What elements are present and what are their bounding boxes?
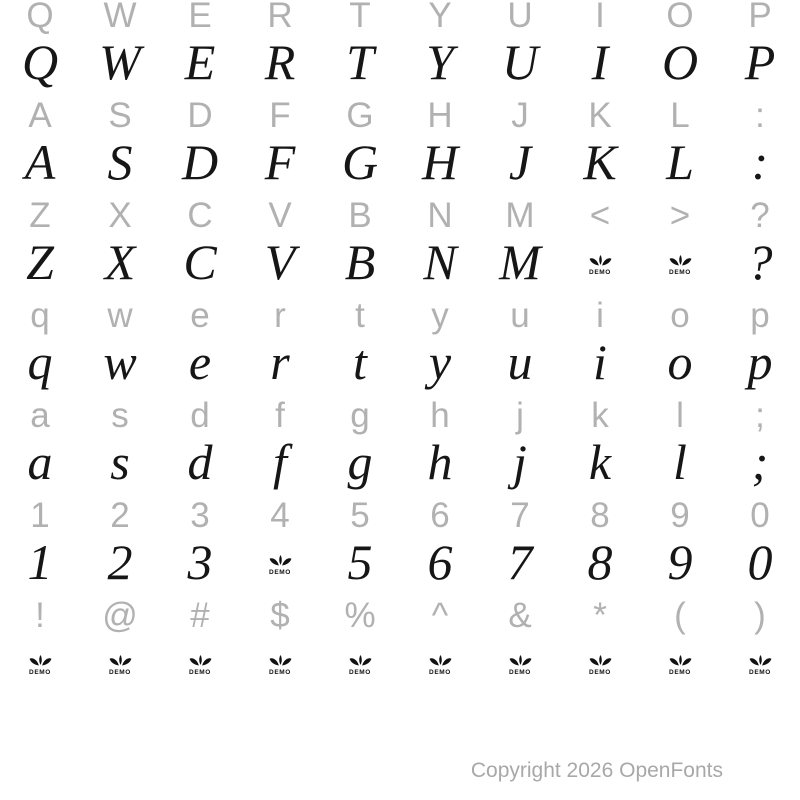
gray-glyph: J [511, 96, 529, 135]
gray-glyph: W [103, 0, 137, 35]
demo-label: DEMO [189, 669, 211, 676]
gray-glyph: B [348, 196, 372, 235]
gray-line [0, 598, 800, 634]
row-group [0, 396, 800, 500]
black-line [0, 636, 800, 688]
gray-glyph: X [108, 196, 132, 235]
gray-glyph: l [676, 396, 684, 435]
gray-glyph: t [355, 296, 365, 335]
glyph-cell [640, 236, 720, 288]
demo-glyph [669, 655, 692, 676]
black-glyph: y [428, 334, 452, 390]
gray-glyph: ) [754, 596, 766, 635]
gray-glyph: h [430, 396, 450, 435]
demo-label: DEMO [669, 269, 691, 276]
glyph-cell [240, 536, 320, 588]
black-line [0, 436, 800, 488]
black-glyph: 3 [187, 534, 213, 590]
gray-glyph: I [595, 0, 605, 35]
gray-line [0, 498, 800, 534]
row-group [0, 596, 800, 700]
black-glyph: ; [751, 434, 769, 490]
black-glyph: q [27, 334, 53, 390]
black-glyph: 0 [747, 534, 773, 590]
demo-label: DEMO [669, 669, 691, 676]
black-glyph: h [427, 434, 453, 490]
demo-glyph [429, 655, 452, 676]
black-glyph: G [341, 134, 379, 190]
demo-splash-icon [509, 655, 532, 668]
gray-glyph: j [516, 396, 524, 435]
row-group [0, 296, 800, 400]
black-glyph: d [187, 434, 213, 490]
gray-glyph: T [349, 0, 371, 35]
gray-glyph: V [268, 196, 292, 235]
gray-glyph: A [28, 96, 52, 135]
black-glyph: D [181, 134, 219, 190]
gray-line [0, 298, 800, 334]
gray-glyph: 1 [30, 496, 50, 535]
gray-glyph: M [505, 196, 535, 235]
gray-glyph: Z [29, 196, 51, 235]
row-group [0, 0, 800, 100]
gray-glyph: L [670, 96, 690, 135]
demo-label: DEMO [589, 669, 611, 676]
gray-glyph: f [275, 396, 285, 435]
gray-glyph: N [427, 196, 453, 235]
glyph-cell [720, 636, 800, 688]
gray-glyph: g [350, 396, 370, 435]
black-glyph: 7 [507, 534, 533, 590]
demo-label: DEMO [509, 669, 531, 676]
demo-glyph [669, 255, 692, 276]
glyph-cell [640, 636, 720, 688]
black-glyph: j [513, 434, 527, 490]
gray-glyph: ; [755, 396, 765, 435]
row-group [0, 496, 800, 600]
glyph-cell [0, 636, 80, 688]
demo-glyph [509, 655, 532, 676]
black-glyph: 5 [347, 534, 373, 590]
black-glyph: 9 [667, 534, 693, 590]
gray-glyph: ! [35, 596, 45, 635]
black-glyph: X [104, 234, 136, 290]
gray-glyph: a [30, 396, 50, 435]
black-glyph: 8 [587, 534, 613, 590]
gray-glyph: R [267, 0, 293, 35]
demo-glyph [189, 655, 212, 676]
gray-glyph: E [188, 0, 212, 35]
demo-label: DEMO [349, 669, 371, 676]
black-glyph: J [508, 134, 532, 190]
gray-glyph: w [107, 296, 133, 335]
demo-glyph [109, 655, 132, 676]
glyph-cell [560, 636, 640, 688]
gray-glyph: p [750, 296, 770, 335]
gray-glyph: 4 [270, 496, 290, 535]
demo-label: DEMO [749, 669, 771, 676]
gray-glyph: ? [750, 196, 770, 235]
gray-glyph: U [507, 0, 533, 35]
gray-glyph: $ [270, 596, 290, 635]
black-glyph: r [270, 334, 290, 390]
gray-glyph: q [30, 296, 50, 335]
gray-glyph: % [344, 596, 376, 635]
gray-line [0, 398, 800, 434]
black-glyph: 6 [427, 534, 453, 590]
black-glyph: I [591, 34, 609, 90]
demo-splash-icon [269, 555, 292, 568]
black-glyph: M [499, 234, 541, 290]
gray-line [0, 0, 800, 34]
demo-label: DEMO [429, 669, 451, 676]
gray-glyph: > [669, 196, 691, 235]
gray-glyph: e [190, 296, 210, 335]
demo-glyph [589, 655, 612, 676]
gray-glyph: H [427, 96, 453, 135]
row-group [0, 96, 800, 200]
black-glyph: o [667, 334, 693, 390]
black-glyph: L [666, 134, 694, 190]
gray-glyph: d [190, 396, 210, 435]
gray-glyph: s [111, 396, 129, 435]
black-glyph: e [188, 334, 212, 390]
black-glyph: E [184, 34, 216, 90]
black-glyph: C [183, 234, 217, 290]
black-glyph: 2 [107, 534, 133, 590]
gray-glyph: # [190, 596, 210, 635]
gray-glyph: ( [674, 596, 686, 635]
demo-glyph [589, 255, 612, 276]
gray-line [0, 198, 800, 234]
copyright-text: Copyright 2026 OpenFonts [470, 759, 723, 782]
demo-splash-icon [349, 655, 372, 668]
demo-label: DEMO [269, 669, 291, 676]
gray-glyph: @ [102, 596, 138, 635]
black-glyph: R [264, 34, 296, 90]
black-glyph: N [423, 234, 457, 290]
gray-glyph: C [187, 196, 213, 235]
glyph-cell [80, 636, 160, 688]
gray-glyph: y [431, 296, 449, 335]
demo-splash-icon [429, 655, 452, 668]
demo-splash-icon [669, 255, 692, 268]
demo-label: DEMO [109, 669, 131, 676]
black-glyph: k [588, 434, 612, 490]
gray-glyph: i [596, 296, 604, 335]
demo-splash-icon [589, 655, 612, 668]
gray-glyph: 8 [590, 496, 610, 535]
black-glyph: F [264, 134, 296, 190]
gray-glyph: 6 [430, 496, 450, 535]
black-glyph: Q [21, 34, 59, 90]
black-glyph: H [421, 134, 459, 190]
black-glyph: g [347, 434, 373, 490]
demo-splash-icon [189, 655, 212, 668]
black-line [0, 136, 800, 188]
black-glyph: Y [426, 34, 454, 90]
demo-splash-icon [29, 655, 52, 668]
glyph-cell [480, 636, 560, 688]
gray-glyph: D [187, 96, 213, 135]
gray-glyph: 5 [350, 496, 370, 535]
black-line [0, 336, 800, 388]
demo-splash-icon [669, 655, 692, 668]
gray-glyph: K [588, 96, 612, 135]
gray-glyph: 2 [110, 496, 130, 535]
row-group [0, 196, 800, 300]
demo-glyph [349, 655, 372, 676]
gray-glyph: u [510, 296, 530, 335]
black-glyph: ? [747, 234, 773, 290]
black-glyph: A [24, 134, 56, 190]
black-line [0, 236, 800, 288]
gray-glyph: 7 [510, 496, 530, 535]
black-glyph: K [583, 134, 617, 190]
gray-glyph: o [670, 296, 690, 335]
black-glyph: V [264, 234, 296, 290]
black-glyph: P [744, 34, 776, 90]
black-glyph: : [751, 134, 769, 190]
demo-label: DEMO [589, 269, 611, 276]
gray-glyph: G [346, 96, 374, 135]
black-glyph: B [344, 234, 376, 290]
gray-glyph: F [269, 96, 291, 135]
gray-glyph: 0 [750, 496, 770, 535]
black-glyph: 1 [27, 534, 53, 590]
gray-glyph: k [591, 396, 609, 435]
black-glyph: f [273, 434, 287, 490]
glyph-cell [400, 636, 480, 688]
demo-glyph [269, 555, 292, 576]
black-glyph: i [593, 334, 607, 390]
gray-glyph: ^ [431, 596, 449, 635]
demo-glyph [29, 655, 52, 676]
black-glyph: a [27, 434, 53, 490]
gray-glyph: O [666, 0, 694, 35]
gray-glyph: 3 [190, 496, 210, 535]
glyph-cell [320, 636, 400, 688]
black-glyph: u [507, 334, 533, 390]
demo-glyph [269, 655, 292, 676]
black-glyph: U [501, 34, 539, 90]
black-glyph: O [661, 34, 699, 90]
gray-glyph: < [589, 196, 611, 235]
glyph-cell [240, 636, 320, 688]
glyph-cell [160, 636, 240, 688]
gray-glyph: S [108, 96, 132, 135]
demo-splash-icon [269, 655, 292, 668]
black-glyph: W [99, 34, 141, 90]
gray-glyph: r [274, 296, 286, 335]
gray-glyph: & [508, 596, 532, 635]
black-line [0, 536, 800, 588]
demo-label: DEMO [269, 569, 291, 576]
black-line [0, 36, 800, 88]
gray-glyph: : [755, 96, 765, 135]
black-glyph: w [103, 334, 137, 390]
demo-splash-icon [749, 655, 772, 668]
demo-splash-icon [589, 255, 612, 268]
black-glyph: S [107, 134, 133, 190]
gray-line [0, 98, 800, 134]
demo-label: DEMO [29, 669, 51, 676]
gray-glyph: Q [26, 0, 54, 35]
black-glyph: t [353, 334, 367, 390]
black-glyph: Z [26, 234, 54, 290]
demo-splash-icon [109, 655, 132, 668]
black-glyph: s [110, 434, 130, 490]
gray-glyph: * [593, 596, 607, 635]
black-glyph: l [673, 434, 687, 490]
gray-glyph: Y [428, 0, 452, 35]
glyph-cell [560, 236, 640, 288]
black-glyph: T [346, 34, 374, 90]
black-glyph: p [747, 334, 773, 390]
demo-glyph [749, 655, 772, 676]
gray-glyph: 9 [670, 496, 690, 535]
gray-glyph: P [748, 0, 772, 35]
